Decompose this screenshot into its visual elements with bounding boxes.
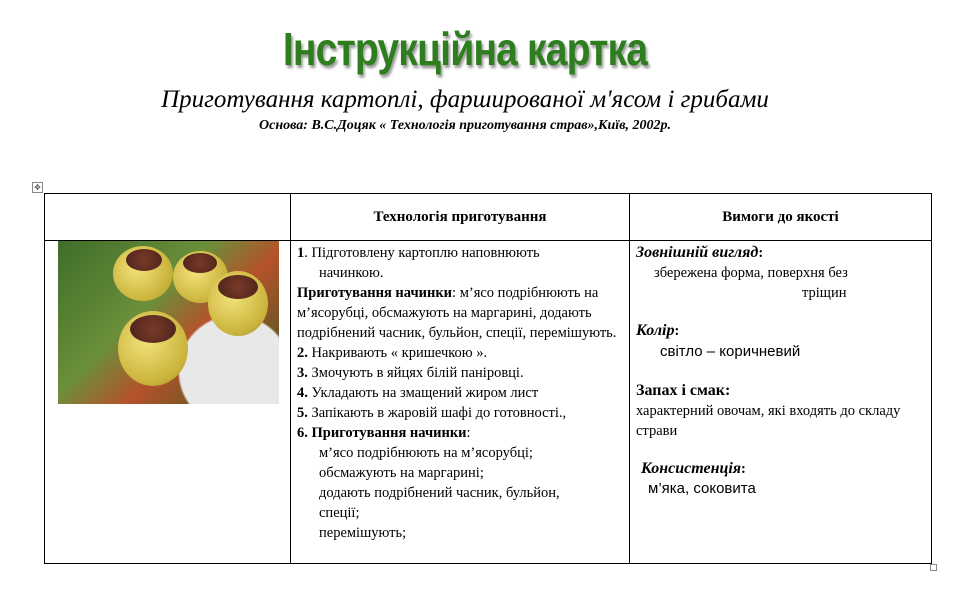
colon: : <box>741 461 746 477</box>
filling-text: : м’ясо подрібнюють на м’ясорубці, обсмажують на маргарині, додають подрібнений часник, бульйон, спеції, перемішують. <box>297 285 617 341</box>
consistency-text: м’яка, соковита <box>648 480 756 497</box>
photo-cell <box>45 241 291 564</box>
dish-subtitle: Приготування картоплі, фаршированої м'ясом і грибами <box>161 86 769 113</box>
colon: : <box>674 323 680 339</box>
appearance-label: Зовнішній вигляд <box>636 244 759 261</box>
quality-cell <box>630 241 932 564</box>
step-6-item: перемішують; <box>319 525 407 541</box>
smell-taste-label: Запах і смак: <box>636 382 731 399</box>
step-number: 5. <box>297 405 308 421</box>
step-1-cont: начинкою. <box>319 265 384 281</box>
header-technology: Технологія приготування <box>291 194 630 241</box>
step-6-item: м’ясо подрібнюють на м’ясорубці; <box>319 445 533 461</box>
color-text: світло – коричневий <box>660 343 801 360</box>
step-4: Укладають на змащений жиром лист <box>307 385 539 401</box>
appearance-text-cont: тріщин <box>802 285 847 301</box>
step-6-label: 6. Приготування начинки <box>297 425 467 441</box>
step-6-item: обсмажують на маргарині; <box>319 465 484 481</box>
step-number: 4. <box>297 385 308 401</box>
step-number: 2. <box>297 345 308 361</box>
header-photo <box>45 194 291 241</box>
table-row <box>45 241 932 564</box>
table-move-handle-icon[interactable]: ✥ <box>32 182 43 193</box>
appearance-text: збережена форма, поверхня без <box>654 265 848 281</box>
step-5: Запікають в жаровій шафі до готовності., <box>307 405 567 421</box>
page-title: Інструкційна картка <box>282 23 648 75</box>
color-label: Колір <box>636 322 675 339</box>
source-reference: Основа: В.С.Доцяк « Технологія приготування страв»,Київ, 2002р. <box>259 118 671 133</box>
step-number: 1 <box>297 245 305 261</box>
stuffed-potato-photo <box>58 241 279 404</box>
colon: : <box>758 245 764 261</box>
table-header-row <box>45 194 932 241</box>
technology-cell <box>291 241 630 564</box>
step-6-item: додають подрібнений часник, бульйон, спеції; <box>319 485 560 521</box>
step-2: Накривають « кришечкою ». <box>307 345 488 361</box>
step-1: . Підготовлену картоплю наповнюють <box>304 245 540 261</box>
step-number: 3. <box>297 365 308 381</box>
table-resize-handle[interactable] <box>930 564 937 571</box>
colon: : <box>466 425 471 441</box>
instruction-table <box>44 193 932 564</box>
consistency-label: Консистенція <box>641 460 742 477</box>
filling-label: Приготування начинки <box>297 285 453 301</box>
step-3: Змочують в яйцях білій паніровці. <box>307 365 524 381</box>
smell-taste-text: характерний овочам, які входять до складу страви <box>636 403 901 439</box>
header-quality: Вимоги до якості <box>630 194 932 241</box>
